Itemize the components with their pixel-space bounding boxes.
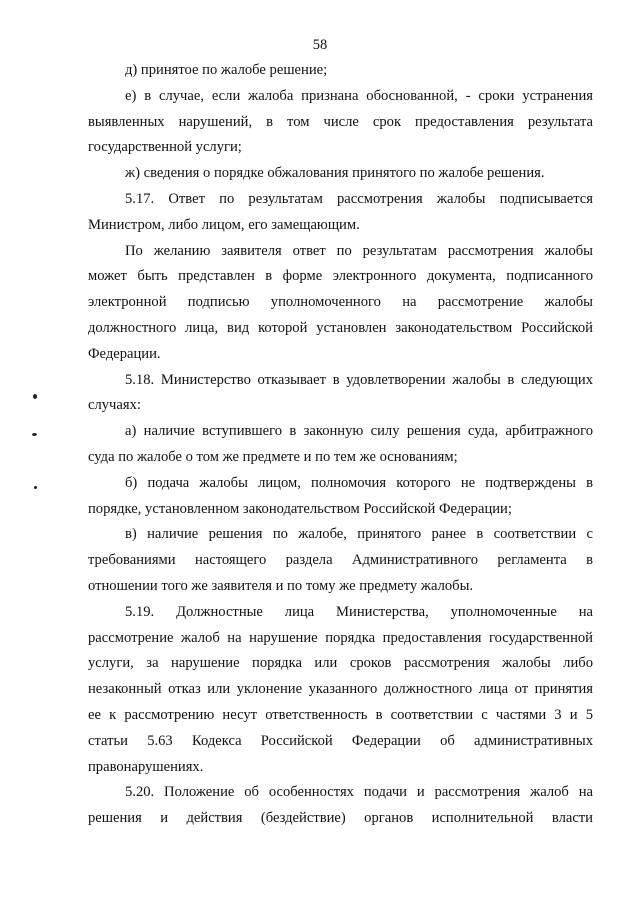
scan-speck <box>33 394 37 399</box>
text-line: решения и действия (бездействие) органов исполнительной власти <box>88 810 593 827</box>
text-line: 5.17. Ответ по результатам рассмотрения жалобы подписывается <box>125 190 593 207</box>
text-line: незаконный отказ или уклонение указанного должностного лица от принятия <box>88 681 593 698</box>
text-line: 5.20. Положение об особенностях подачи и рассмотрения жалоб на <box>125 784 593 801</box>
text-line: б) подача жалобы лицом, полномочия которого не подтверждены в <box>125 474 593 491</box>
text-line: порядке, установленном законодательством Российской Федерации; <box>88 500 512 517</box>
text-line: ж) сведения о порядке обжалования принятого по жалобе решения. <box>125 165 545 182</box>
text-line: суда по жалобе о том же предмете и по тем же основаниям; <box>88 448 458 465</box>
text-line: По желанию заявителя ответ по результатам рассмотрения жалобы <box>125 242 593 259</box>
text-line: а) наличие вступившего в законную силу решения суда, арбитражного <box>125 423 593 440</box>
text-line: Министром, либо лицом, его замещающим. <box>88 216 360 233</box>
text-line: требованиями настоящего раздела Административного регламента в <box>88 552 593 569</box>
text-line: может быть представлен в форме электронного документа, подписанного <box>88 268 593 285</box>
text-line: ее к рассмотрению несут ответственность в соответствии с частями 3 и 5 <box>88 706 593 723</box>
scan-speck <box>34 486 37 489</box>
text-line: должностного лица, вид которой установлен законодательством Российской <box>88 319 593 336</box>
text-line: 5.18. Министерство отказывает в удовлетворении жалобы в следующих <box>125 371 593 388</box>
text-line: Федерации. <box>88 345 161 362</box>
text-line: д) принятое по жалобе решение; <box>125 62 328 78</box>
text-line: электронной подписью уполномоченного на рассмотрение жалобы <box>88 294 593 311</box>
text-line: рассмотрение жалоб на нарушение порядка предоставления государственной <box>88 629 593 646</box>
text-line: правонарушениях. <box>88 758 204 775</box>
page-number: 58 <box>312 37 328 53</box>
text-line: услуги, за нарушение порядка или сроков рассмотрения жалобы либо <box>88 655 593 672</box>
scan-speck <box>32 433 37 436</box>
document-body <box>88 58 593 832</box>
text-line: случаях: <box>88 397 141 414</box>
text-line: отношении того же заявителя и по тому же предмету жалобы. <box>88 577 474 594</box>
text-line: е) в случае, если жалоба признана обоснованной, - сроки устранения <box>125 87 593 104</box>
text-line: 5.19. Должностные лица Министерства, уполномоченные на <box>125 603 593 620</box>
text-line: в) наличие решения по жалобе, принятого ранее в соответствии с <box>125 526 593 543</box>
text-line: государственной услуги; <box>88 139 242 156</box>
text-line: статьи 5.63 Кодекса Российской Федерации об административных <box>88 732 593 749</box>
text-line: выявленных нарушений, в том числе срок предоставления результата <box>88 113 593 130</box>
